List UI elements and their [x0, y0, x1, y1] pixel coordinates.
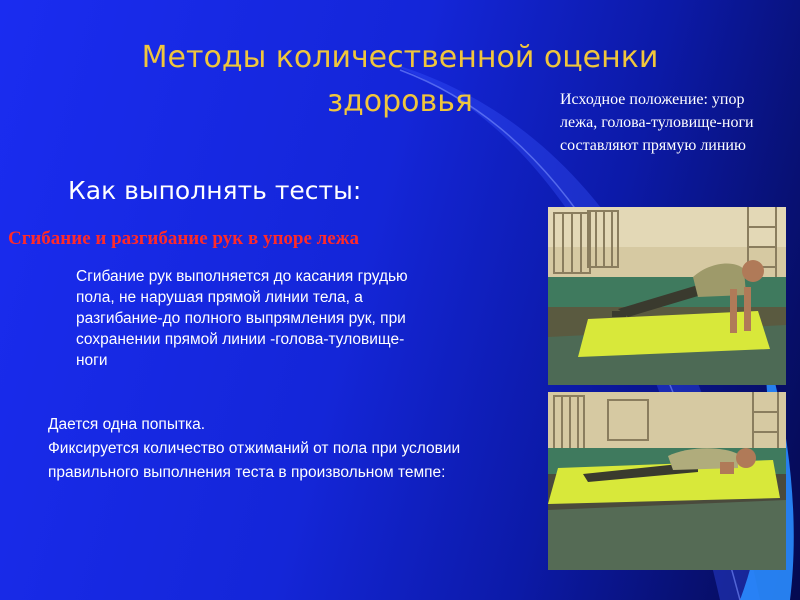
exercise-description: Сгибание рук выполняется до касания грудью пола, не нарушая прямой линии тела, а разгибание-до полного выпрямления рук, при сохранении прямой линии -голова-туловище-ноги [76, 268, 408, 369]
slide-title: Методы количественной оценки здоровья [141, 40, 659, 119]
photo-caption: Исходное положение: упор лежа, голова-туловище-ноги составляют прямую линию [560, 91, 754, 154]
slide-subtitle: Как выполнять тесты: [68, 176, 362, 205]
exercise-heading: Сгибание и разгибание рук в упоре лежа [8, 228, 360, 249]
instructions-line-1: Дается одна попытка. [48, 416, 206, 433]
push-up-start-photo [548, 207, 786, 385]
test-instructions [48, 413, 486, 485]
push-up-lowered-photo [548, 392, 786, 570]
instructions-line-2: Фиксируется количество отжиманий от пола при условии правильного выполнения теста в произвольном темпе: [48, 440, 461, 481]
